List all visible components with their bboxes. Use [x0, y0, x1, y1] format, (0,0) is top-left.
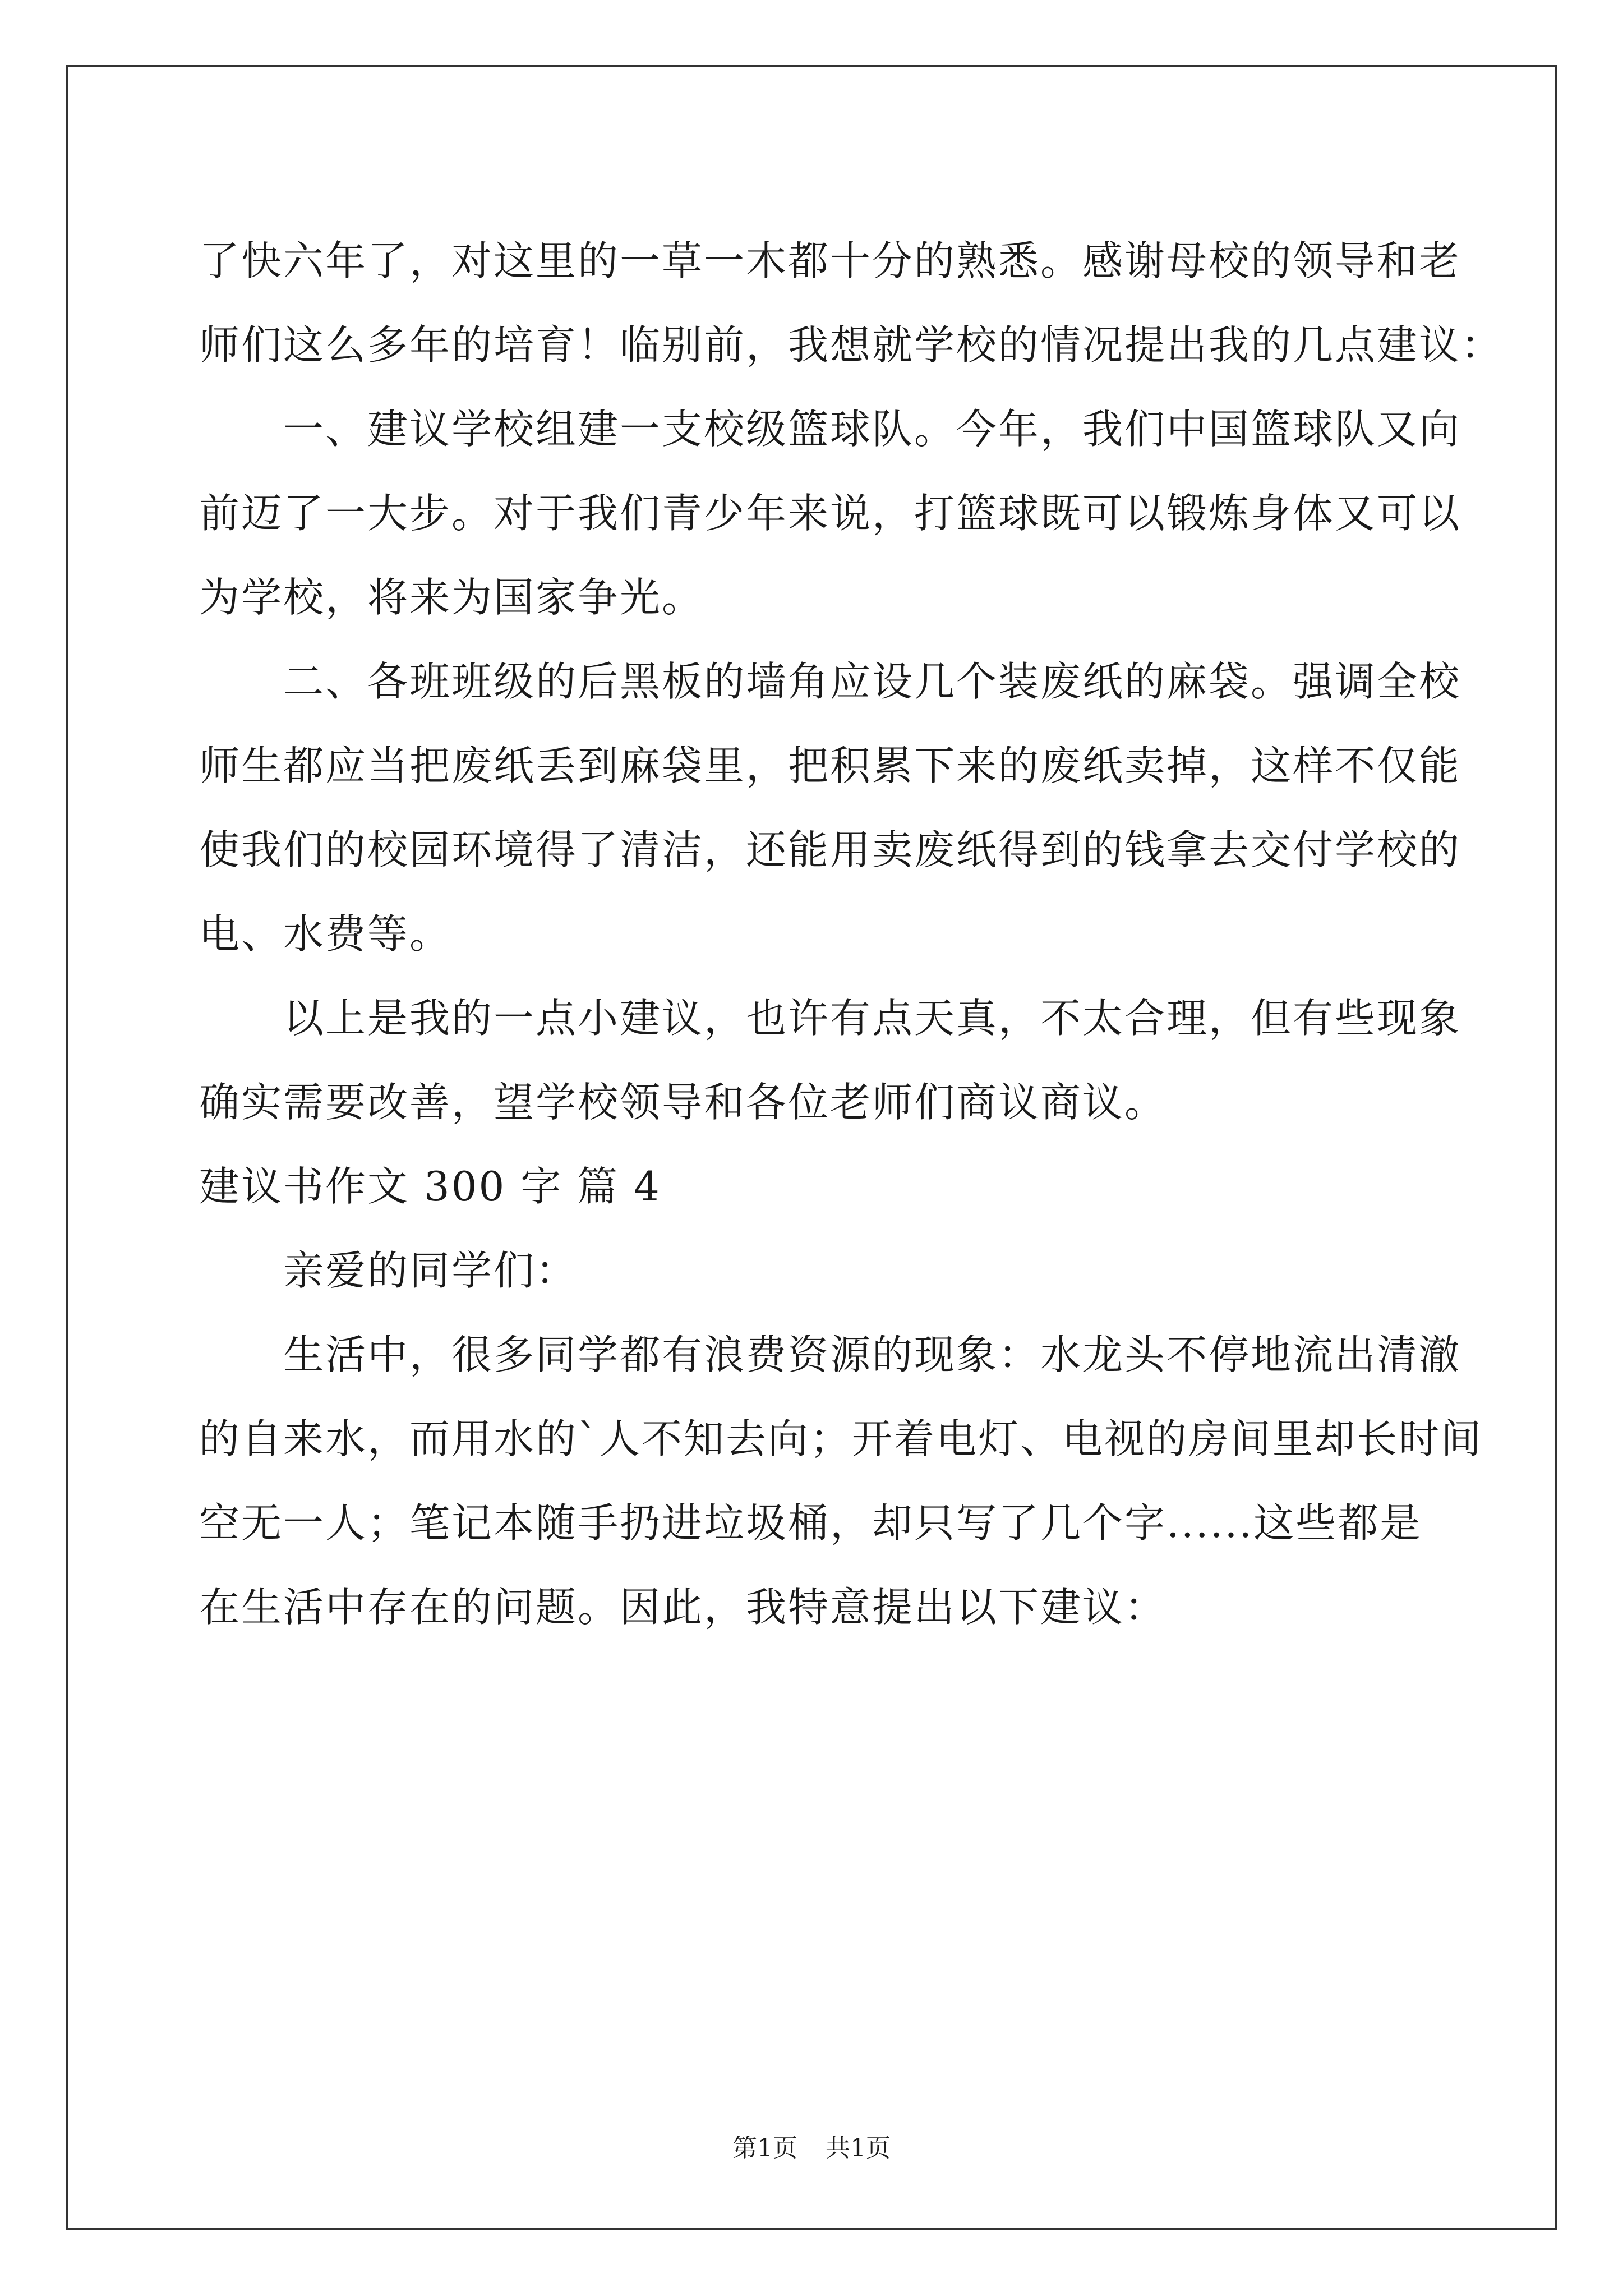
text-line: 师们这么多年的培育！临别前，我想就学校的情况提出我的几点建议： [199, 321, 1504, 369]
text-line: 生活中，很多同学都有浪费资源的现象：水龙头不停地流出清澈 [283, 1331, 1461, 1378]
text-line: 在生活中存在的问题。因此，我特意提出以下建议： [199, 1584, 1167, 1631]
text-line: 以上是我的一点小建议，也许有点天真，不太合理，但有些现象 [283, 995, 1461, 1042]
salutation: 亲爱的同学们： [283, 1247, 578, 1294]
text-line: 二、各班班级的后黑板的墙角应设几个装废纸的麻袋。强调全校 [283, 658, 1461, 705]
text-line: 空无一人；笔记本随手扔进垃圾桶，却只写了几个字......这些都是 [199, 1499, 1422, 1547]
page-footer [0, 2132, 1623, 2165]
text-line: 的自来水，而用水的`人不知去向；开着电灯、电视的房间里却长时间 [199, 1415, 1483, 1462]
text-line: 前迈了一大步。对于我们青少年来说，打篮球既可以锻炼身体又可以 [199, 490, 1461, 537]
text-line: 为学校，将来为国家争光。 [199, 574, 704, 621]
text-line: 确实需要改善，望学校领导和各位老师们商议商议。 [199, 1079, 1167, 1126]
text-line: 一、建议学校组建一支校级篮球队。今年，我们中国篮球队又向 [283, 406, 1461, 453]
text-line: 使我们的校园环境得了清洁，还能用卖废纸得到的钱拿去交付学校的 [199, 826, 1461, 873]
page-number: 第1页 [732, 2134, 797, 2162]
text-line: 师生都应当把废纸丢到麻袋里，把积累下来的废纸卖掉，这样不仅能 [199, 742, 1461, 789]
document-body [199, 219, 1504, 1649]
text-line: 电、水费等。 [199, 910, 452, 958]
section-heading: 建议书作文 300 字 篇 4 [199, 1163, 661, 1210]
page-total: 共1页 [826, 2134, 891, 2162]
text-line: 了快六年了，对这里的一草一木都十分的熟悉。感谢母校的领导和老 [199, 237, 1461, 284]
